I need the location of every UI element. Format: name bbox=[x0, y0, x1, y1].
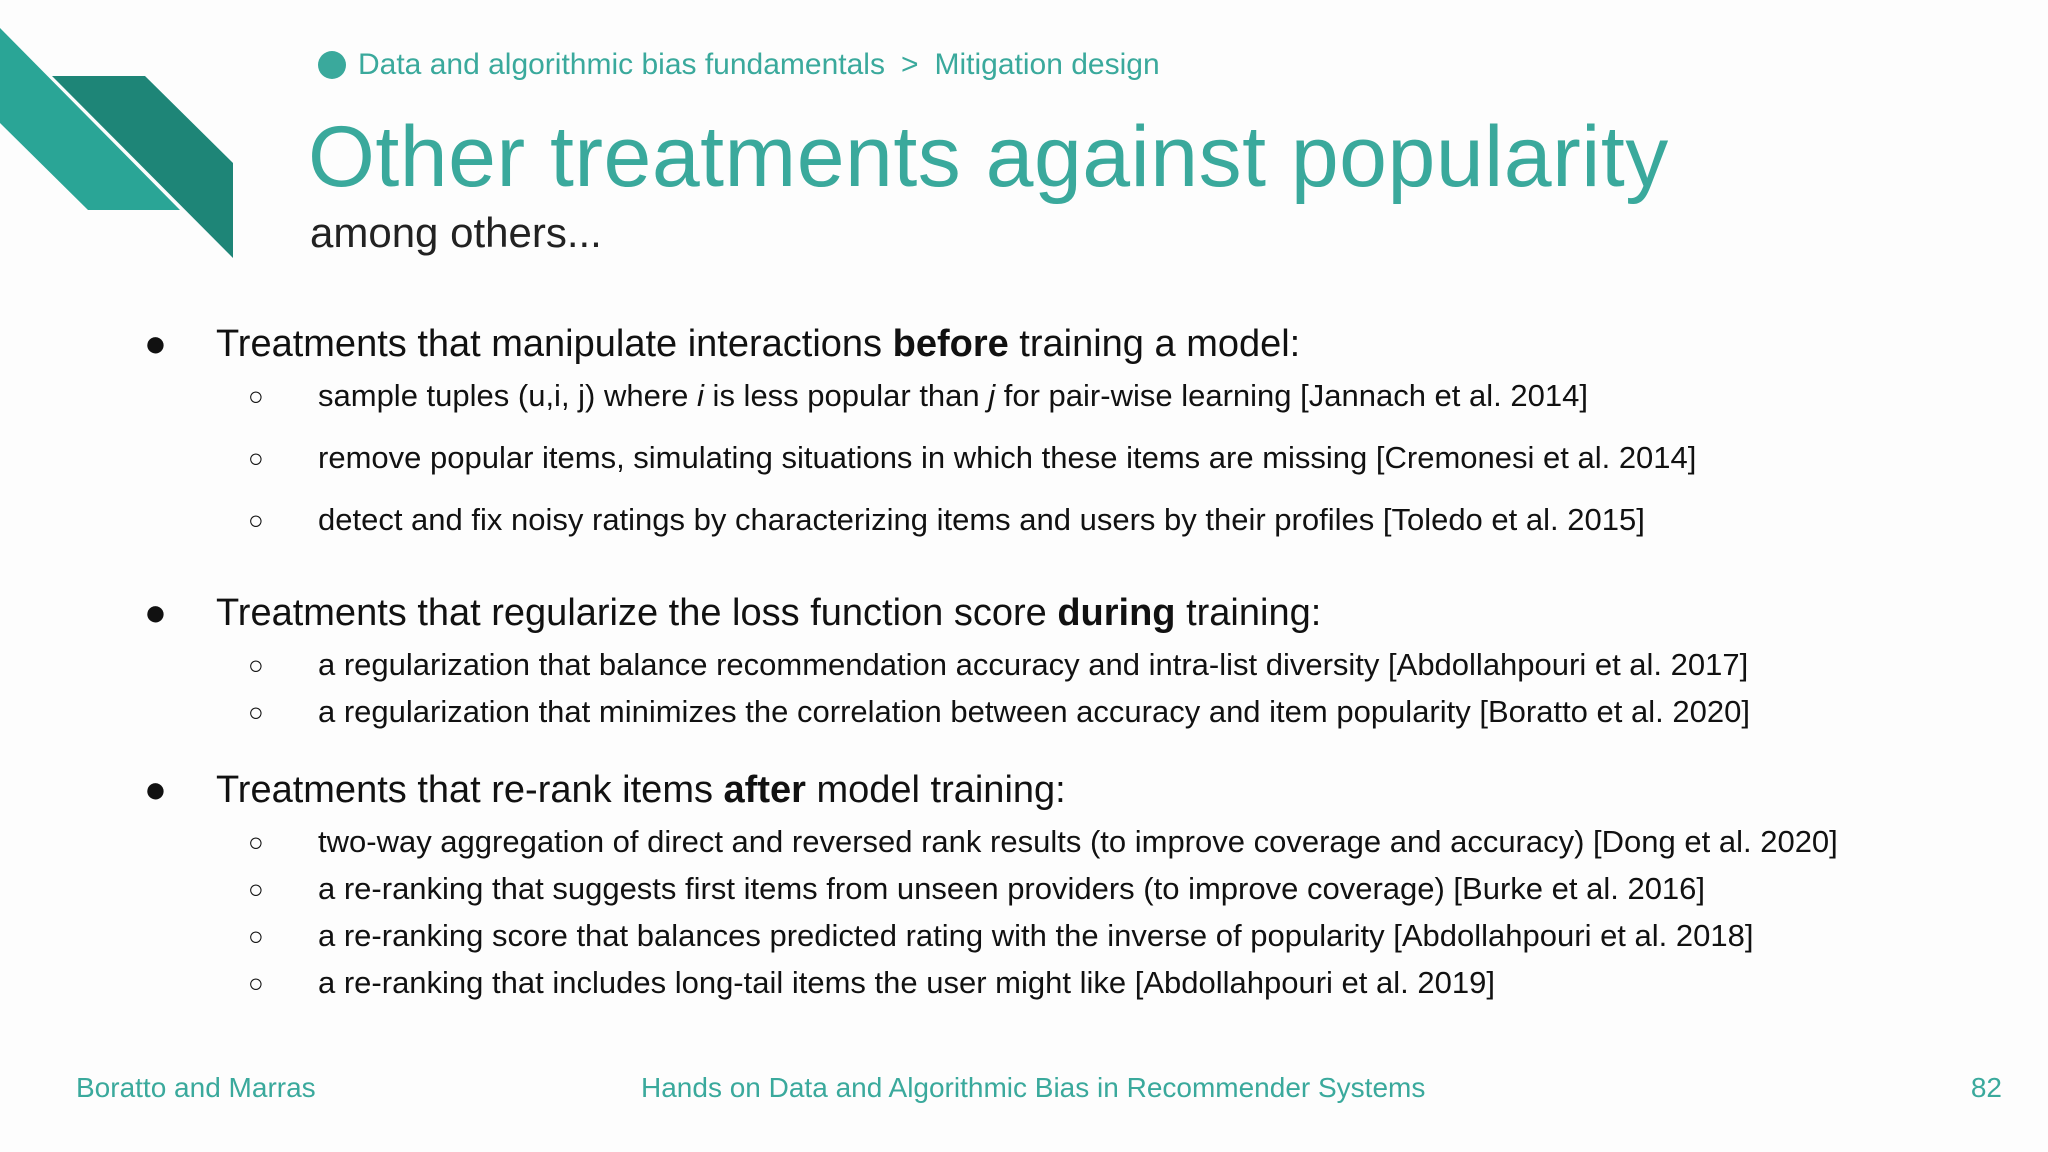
bullet-marker: ● bbox=[144, 769, 167, 811]
breadcrumb bbox=[318, 48, 1160, 82]
sub-bullet-text: a re-ranking that suggests first items from unseen providers (to improve coverage) [Burke et al. 2016] bbox=[318, 871, 1706, 906]
bullet-marker: ● bbox=[144, 592, 167, 634]
sub-bullet-text: two-way aggregation of direct and reversed rank results (to improve coverage and accuracy) [Dong et al. 2020] bbox=[318, 824, 1838, 859]
sub-bullet-text: remove popular items, simulating situations in which these items are missing [Cremonesi et al. 2014] bbox=[318, 440, 1697, 475]
slide-subtitle: among others... bbox=[310, 209, 602, 256]
breadcrumb-dot-icon bbox=[318, 51, 346, 79]
sub-bullet-marker: ○ bbox=[248, 505, 264, 535]
sub-bullet-marker: ○ bbox=[248, 381, 264, 411]
slide-title: Other treatments against popularity bbox=[308, 109, 1669, 205]
breadcrumb-section: Data and algorithmic bias fundamentals bbox=[358, 48, 885, 81]
sub-bullet-marker: ○ bbox=[248, 697, 264, 727]
footer-talk-title: Hands on Data and Algorithmic Bias in Recommender Systems bbox=[641, 1072, 1426, 1103]
sub-bullet-text: sample tuples (u,i, j) where i is less popular than j for pair-wise learning [Jannach et al. 2014] bbox=[318, 378, 1588, 413]
sub-bullet-marker: ○ bbox=[248, 968, 264, 998]
sub-bullet-marker: ○ bbox=[248, 921, 264, 951]
sub-bullet-text: a regularization that balance recommendation accuracy and intra-list diversity [Abdollahpouri et al. 2017] bbox=[318, 647, 1749, 682]
sub-bullet-marker: ○ bbox=[248, 650, 264, 680]
sub-bullet-text: a re-ranking that includes long-tail items the user might like [Abdollahpouri et al. 2019] bbox=[318, 965, 1495, 1000]
bullet-text: Treatments that re-rank items after model training: bbox=[216, 769, 1066, 811]
footer-authors: Boratto and Marras bbox=[76, 1072, 316, 1103]
bullet-text: Treatments that regularize the loss function score during training: bbox=[216, 592, 1322, 634]
breadcrumb-separator: > bbox=[900, 48, 919, 81]
sub-bullet-marker: ○ bbox=[248, 827, 264, 857]
sub-bullet-marker: ○ bbox=[248, 443, 264, 473]
page-number: 82 bbox=[1970, 1072, 2002, 1103]
logo-stripes-icon bbox=[0, 28, 240, 268]
bullet-text: Treatments that manipulate interactions before training a model: bbox=[216, 323, 1301, 365]
sub-bullet-marker: ○ bbox=[248, 874, 264, 904]
breadcrumb-current: Mitigation design bbox=[934, 48, 1160, 81]
bullet-marker: ● bbox=[144, 323, 167, 365]
sub-bullet-text: a re-ranking score that balances predicted rating with the inverse of popularity [Abdollahpouri et al. 2018] bbox=[318, 918, 1754, 953]
sub-bullet-text: detect and fix noisy ratings by characterizing items and users by their profiles [Toledo et al. 2015] bbox=[318, 502, 1645, 537]
sub-bullet-text: a regularization that minimizes the correlation between accuracy and item popularity [Boratto et al. 2020] bbox=[318, 694, 1750, 729]
